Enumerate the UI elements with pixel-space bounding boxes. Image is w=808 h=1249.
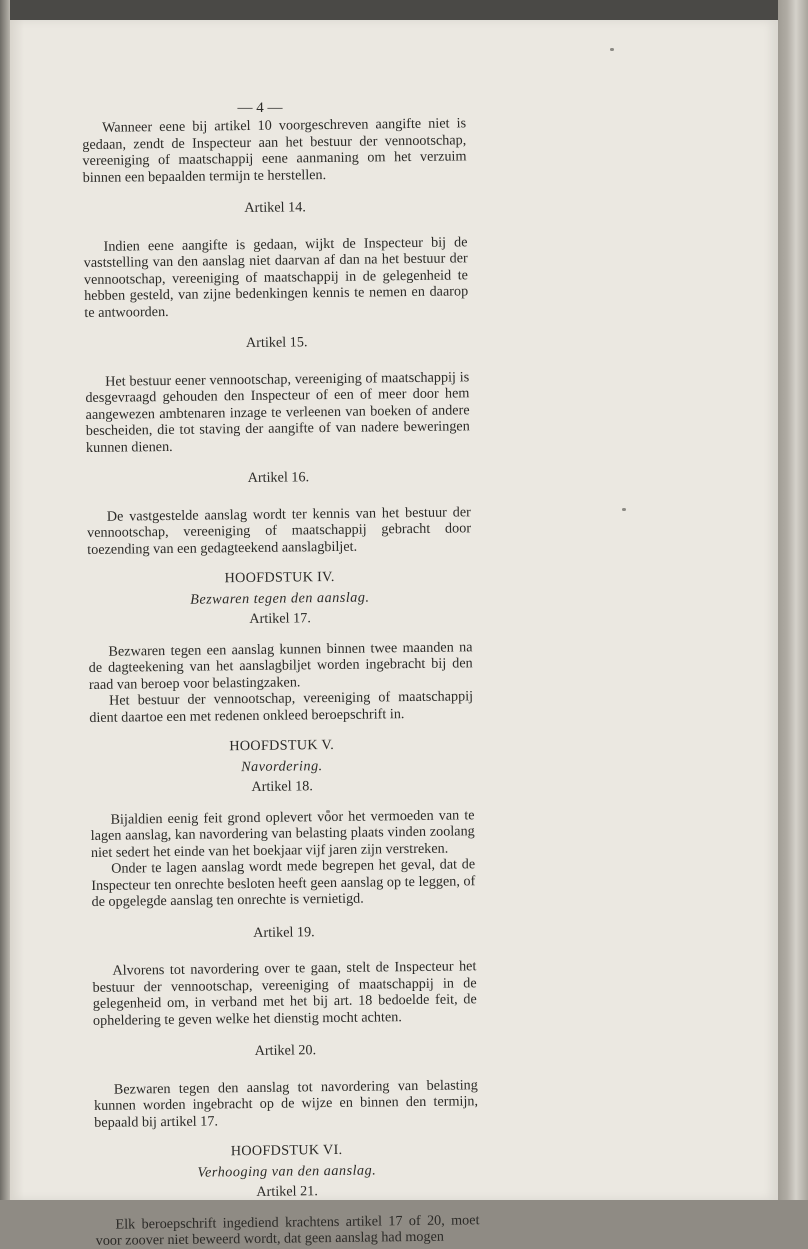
article-14-text: Indien eene aangifte is gedaan, wijkt de Inspecteur bij de vaststelling van den aanslag niet daarvan af dan na het bestuur der vennootschap, vereeniging of maatschappij in de gelegenheid te hebben gesteld, van zijne bedenkingen kennis te nemen en daarop te antwoorden. [83,233,469,321]
chapter-5-subtitle: Navordering. [241,757,323,775]
article-18-heading: Artikel 18. [251,778,313,795]
article-17-heading: Artikel 17. [249,610,311,627]
article-18-paragraph-1: Bijaldien eenig feit grond oplevert voor het vermoeden van te lagen aanslag, kan navordering van belasting plaats vinden zoolang niet sedert het einde van het boekjaar vijf jaren zijn verstreken. [90,806,475,861]
intro-paragraph: Wanneer eene bij artikel 10 voorgeschreven aangifte niet is gedaan, zendt de Inspecteur aan het bestuur der vennootschap, vereeniging of maatschappij eene aanmaning om het verzuim binnen een bepaalden termijn te herstellen. [82,115,467,186]
chapter-5-heading: HOOFDSTUK V. [229,736,335,755]
paper-speck [622,508,626,511]
article-19-heading: Artikel 19. [253,923,315,941]
article-19-text: Alvorens tot navordering over te gaan, stelt de Inspecteur het bestuur der vennootschap, vereeniging of maatschappij in de gelegenheid om, in verband met het bij art. 18 bedoelde feit, de opheldering te geven welke het dienstig mocht achten. [92,958,477,1029]
article-14-heading: Artikel 14. [244,199,306,217]
page-number: — 4 — [237,100,283,116]
document-body [82,115,480,1249]
article-20-text: Bezwaren tegen den aanslag tot navordering van belasting kunnen worden ingebracht op de wijze en binnen den termijn, bepaald bij artikel 17. [93,1076,479,1131]
article-15-heading: Artikel 15. [245,334,308,352]
article-20-heading: Artikel 20. [254,1042,317,1059]
chapter-6-subtitle: Verhooging van den aanslag. [197,1161,377,1181]
article-21-text: Elk beroepschrift ingediend krachtens artikel 17 of 20, moet voor zoover niet beweerd wordt, dat geen aanslag had mogen [95,1211,480,1249]
article-21-heading: Artikel 21. [256,1183,318,1200]
article-17-paragraph-1: Bezwaren tegen een aanslag kunnen binnen twee maanden na de dagteekening van het aanslagbiljet worden ingebracht bij den raad van beroep voor belastingzaken. [88,638,473,693]
binding-edge [0,0,10,1200]
scan-top-edge [0,0,808,20]
article-17-paragraph-2: Het bestuur der vennootschap, vereeniging of maatschappij dient daartoe een met redenen onkleed beroepschrift in. [89,688,474,726]
paper-speck [610,48,614,51]
chapter-4-subtitle: Bezwaren tegen den aanslag. [190,589,370,608]
chapter-6-heading: HOOFDSTUK VI. [230,1141,343,1160]
page-edge-right [778,0,808,1200]
chapter-4-heading: HOOFDSTUK IV. [224,568,335,587]
article-15-text: Het bestuur eener vennootschap, vereeniging of maatschappij is desgevraagd gehouden den Inspecteur of een of meer door hem aangewezen ambtenaren inzage te verleenen van boeken of andere bescheiden, die tot staving der aangifte of van nadere beweringen kunnen dienen. [85,368,470,456]
article-18-paragraph-2: Onder te lagen aanslag wordt mede begrepen het geval, dat de Inspecteur ten onrechte besloten heeft geen aanslag op te leggen, of de opgelegde aanslag ten onrechte is vernietigd. [91,856,476,910]
article-16-text: De vastgestelde aanslag wordt ter kennis van het bestuur der vennootschap, vereeniging of maatschappij gebracht door toezending van een gedagteekend aanslagbiljet. [86,503,472,558]
article-16-heading: Artikel 16. [247,469,310,487]
